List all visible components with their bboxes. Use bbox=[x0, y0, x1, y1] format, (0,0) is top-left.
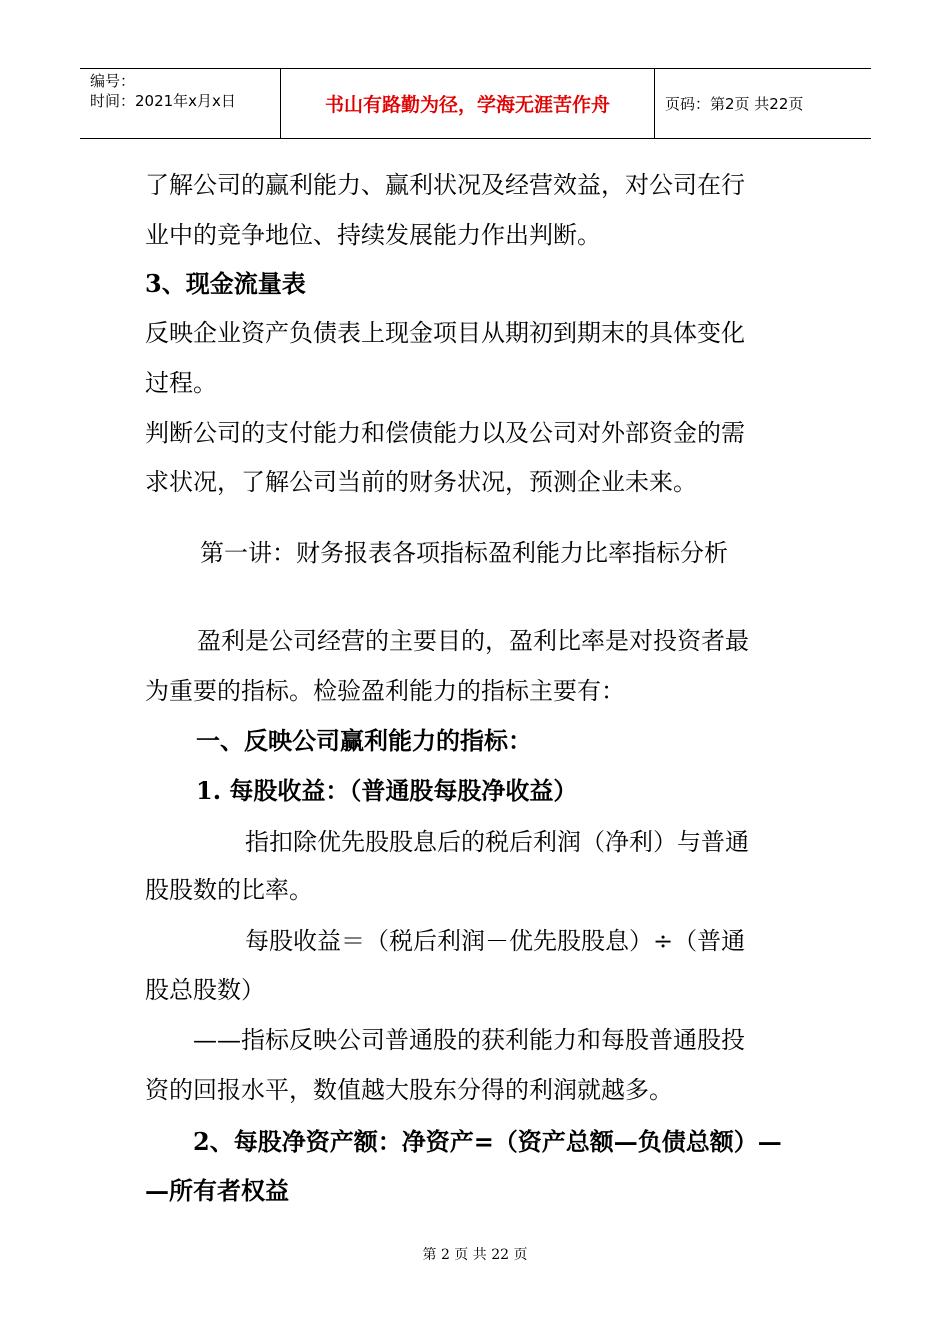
subsection-heading: 1. 每股收益：（普通股每股净收益） bbox=[196, 776, 578, 805]
section-heading: 3、现金流量表 bbox=[145, 269, 306, 298]
paragraph-line: 求状况，了解公司当前的财务状况，预测企业未来。 bbox=[145, 468, 697, 496]
paragraph-line: 反映企业资产负债表上现金项目从期初到期末的具体变化 bbox=[145, 319, 745, 347]
document-header bbox=[80, 68, 871, 139]
paragraph-line: 业中的竞争地位、持续发展能力作出判断。 bbox=[145, 221, 601, 249]
header-motto bbox=[281, 69, 655, 138]
paragraph-line: 判断公司的支付能力和偿债能力以及公司对外部资金的需 bbox=[145, 419, 745, 447]
paragraph-line: 过程。 bbox=[145, 369, 217, 397]
subsection-heading: —所有者权益 bbox=[145, 1176, 289, 1205]
paragraph-line: ——指标反映公司普通股的获利能力和每股普通股投 bbox=[193, 1026, 745, 1054]
page-info-text: 页码：第2页 共22页 bbox=[665, 95, 804, 113]
page-footer bbox=[0, 1246, 950, 1264]
section-heading: 一、反映公司赢利能力的指标： bbox=[196, 726, 532, 755]
header-time: 时间：2021年x月x日 bbox=[90, 92, 236, 110]
paragraph-line: 指扣除优先股股息后的税后利润（净利）与普通 bbox=[245, 828, 749, 856]
header-meta bbox=[80, 69, 281, 138]
motto-text: 书山有路勤为径，学海无涯苦作舟 bbox=[324, 94, 610, 116]
header-page-info bbox=[655, 69, 871, 138]
paragraph-line: 为重要的指标。检验盈利能力的指标主要有： bbox=[145, 677, 625, 705]
header-number: 编号： bbox=[90, 72, 136, 90]
formula-line: 每股收益＝（税后利润－优先股股息）÷（普通 bbox=[245, 927, 746, 955]
paragraph-line: 股股数的比率。 bbox=[145, 876, 313, 904]
paragraph-line: 资的回报水平，数值越大股东分得的利润就越多。 bbox=[145, 1076, 673, 1104]
paragraph-line: 了解公司的赢利能力、赢利状况及经营效益，对公司在行 bbox=[145, 171, 745, 199]
lecture-title: 第一讲：财务报表各项指标盈利能力比率指标分析 bbox=[200, 539, 728, 567]
footer-page-number: 第 2 页 共 22 页 bbox=[422, 1247, 528, 1263]
paragraph-line: 盈利是公司经营的主要目的，盈利比率是对投资者最 bbox=[197, 627, 749, 655]
formula-line: 股总股数） bbox=[145, 976, 265, 1004]
subsection-heading: 2、每股净资产额：净资产=（资产总额—负债总额）— bbox=[193, 1127, 782, 1156]
